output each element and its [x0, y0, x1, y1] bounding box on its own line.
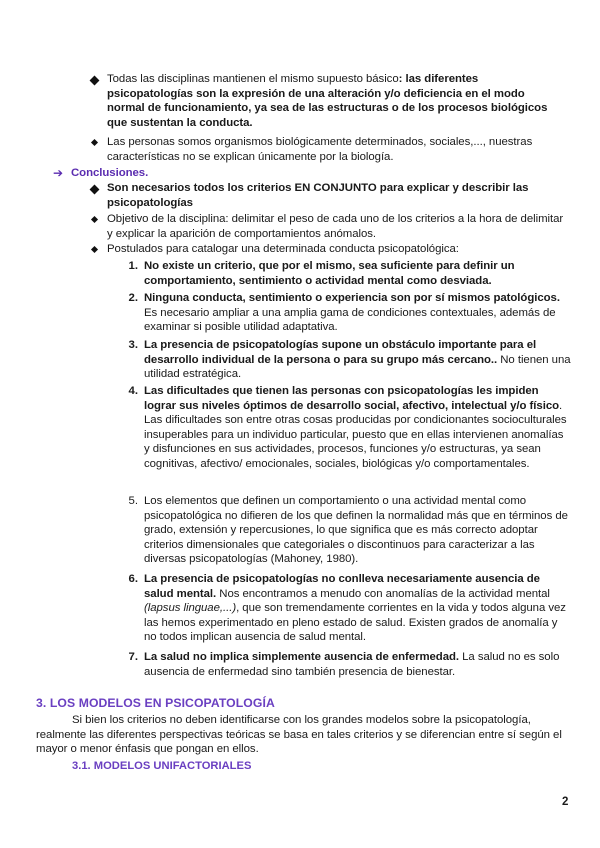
conclusion-bullet-1: Son necesarios todos los criterios EN CONJUNTO para explicar y describir las psicopatologías: [107, 182, 529, 209]
postulate-6-normal-a: Nos encontramos a menudo con anomalías de la actividad mental: [216, 587, 550, 600]
diamond-bullet-icon: [90, 76, 100, 86]
top-bullet-2: [107, 135, 565, 164]
top-bullet-2-text: Las personas somos organismos biológicamente determinados, sociales,..., nuestras características no se explican únicamente por la biología.: [107, 136, 533, 163]
postulate-number: 1.: [128, 260, 138, 272]
arrow-right-icon: ➔: [53, 166, 64, 180]
postulate-number: 2.: [128, 292, 138, 304]
postulate-2: [144, 291, 560, 335]
postulate-4-normal: . Las dificultades son entre otras cosas producidas por condicionantes socioculturales insuperables para un individuo particular, puesto que en ellas intervienen anomalías y disfunciones en sus actividades, procesos, funciones y/o estructuras, ya sean cognitivas, afectivo/ emocionales, sociales, biológicas y/o comportamentales.: [144, 399, 567, 470]
postulate-3-bold: La presencia de psicopatologías supone un obstáculo importante para el desarrollo individual de la persona o para su grupo más cercano..: [144, 339, 537, 366]
section-heading: 3. LOS MODELOS EN PSICOPATOLOGÍA: [36, 696, 275, 710]
conclusion-bullet-3: Postulados para catalogar una determinada conducta psicopatológica:: [107, 243, 459, 255]
postulate-number: 7.: [128, 651, 138, 663]
postulate-5: [144, 494, 572, 567]
page-number: 2: [562, 796, 569, 808]
top-bullet-1: [107, 72, 562, 130]
postulate-2-normal: Es necesario ampliar a una amplia gama de condiciones contextuales, además de examinar si posible utilidad adaptativa.: [144, 306, 556, 334]
postulate-6-bold: La presencia de psicopatologías no conlleva necesariamente ausencia de salud mental.: [144, 573, 540, 600]
top-bullet-1-normal: Todas las disciplinas mantienen el mismo supuesto básico: [107, 73, 399, 85]
postulate-number: 5.: [128, 495, 138, 507]
postulate-6-normal-b: , que son tremendamente corrientes en la vida y todos alguna vez las hemos experimentado en pleno estado de salud. Existen grados de anomalía y no todos implican ausencia de salud mental.: [144, 602, 566, 644]
conclusions-title: Conclusiones.: [71, 167, 149, 179]
postulate-3-normal: No tienen una utilidad estratégica.: [144, 353, 571, 381]
postulate-2-bold: Ninguna conducta, sentimiento o experiencia son por sí mismos patológicos.: [144, 292, 560, 304]
top-bullet-1-bold: : las diferentes psicopatologías son la expresión de una alteración y/o deficiencia en el modo normal de funcionamiento, ya sea de las estructuras o de los procesos biológicos que sustentan la conducta.: [107, 73, 548, 129]
postulate-1-bold: No existe un criterio, que por el mismo, sea suficiente para definir un comportamiento, sentimiento o actividad mental como desviada.: [144, 260, 515, 287]
postulate-1: [144, 259, 552, 288]
postulate-7-bold: La salud no implica simplemente ausencia de enfermedad.: [144, 651, 460, 663]
postulate-number: 4.: [128, 385, 138, 397]
conclusion-bullet-2: Objetivo de la disciplina: delimitar el peso de cada uno de los criterios a la hora de delimitar y explicar la aparición de comportamientos anómalos.: [107, 213, 564, 240]
postulate-6: [144, 572, 572, 645]
postulate-7: [144, 650, 572, 679]
small-diamond-bullet-icon: [91, 246, 98, 253]
postulate-3: [144, 338, 572, 382]
postulate-7-normal: La salud no es solo ausencia de enfermedad sino también presencia de bienestar.: [144, 651, 560, 678]
postulate-number: 6.: [128, 573, 138, 585]
small-diamond-bullet-icon: [91, 216, 98, 223]
small-diamond-bullet-icon: [91, 139, 98, 146]
postulate-6-italic: (lapsus linguae,...): [144, 602, 237, 615]
postulate-number: 3.: [128, 339, 138, 351]
diamond-bullet-icon: [90, 185, 100, 195]
postulate-5-normal: Los elementos que definen un comportamiento o una actividad mental como psicopatológica no difieren de los que definen la normalidad más que en términos de grado, extensión y repercusiones, lo que significa que es más correcto adoptar criterios dimensionales que categoriales o discontinuos para caracterizar a las diversas psicopatologías (Mahoney, 1980).: [144, 495, 568, 566]
section-paragraph-text: Si bien los criterios no deben identificarse con los grandes modelos sobre la psicopatología, realmente las diferentes perspectivas teóricas se basa en tales criterios y se diferencian entre sí según el mayor o menor énfasis que pongan en ellos.: [36, 714, 562, 756]
postulate-4: [144, 384, 572, 472]
section-paragraph: [36, 713, 562, 757]
postulate-4-bold: Las dificultades que tienen las personas con psicopatologías les impiden lograr sus niveles óptimos de desarrollo social, afectivo, intelectual y/o físico: [144, 385, 560, 412]
subsection-heading: 3.1. MODELOS UNIFACTORIALES: [72, 760, 252, 772]
